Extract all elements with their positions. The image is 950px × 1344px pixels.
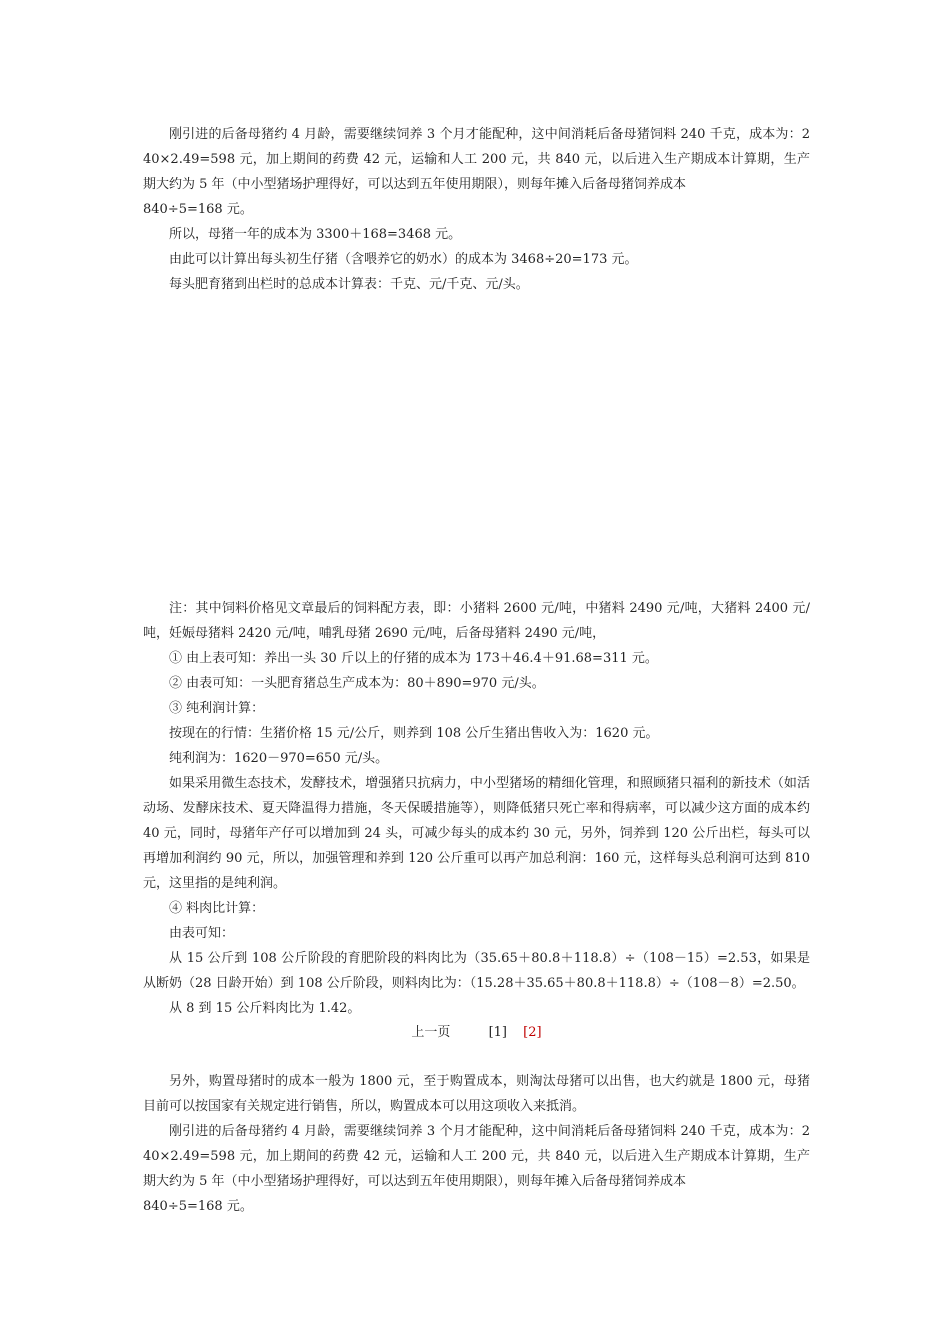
section-purchase-cost: [143, 1069, 810, 1219]
page-2-link[interactable]: [2]: [523, 1025, 542, 1040]
paragraph-gilt-cost: 刚引进的后备母猪约 4 月龄，需要继续饲养 3 个月才能配种，这中间消耗后备母猪饲料 240 千克，成本为：240×2.49=598 元，加上期间的药费 42 元，运输和人工 200 元，共 840 元，以后进入生产期成本计算期，生产期大约为 5 年（中小型猪场护理得好，可以达到五年使用期限），则每年摊入后备母猪饲养成本: [143, 127, 810, 192]
paragraph-gilt-cost-result: 840÷5=168 元。: [143, 202, 253, 217]
paragraph-point-2: ② 由表可知：一头肥育猪总生产成本为：80＋890=970 元/头。: [169, 676, 545, 691]
paragraph-point-1: ① 由上表可知：养出一头 30 斤以上的仔猪的成本为 173＋46.4＋91.68=311 元。: [169, 651, 658, 666]
prev-page-link[interactable]: 上一页: [411, 1025, 451, 1040]
paragraph-point-3: ③ 纯利润计算：: [169, 701, 265, 716]
page-1-link[interactable]: [1]: [488, 1025, 507, 1040]
paragraph-purchase-cost: 另外，购置母猪时的成本一般为 1800 元，至于购置成本，则淘汰母猪可以出售，也大约就是 1800 元，母猪目前可以按国家有关规定进行销售，所以，购置成本可以用这项收入来抵消。: [143, 1074, 810, 1114]
paragraph-gilt-cost-repeat: 刚引进的后备母猪约 4 月龄，需要继续饲养 3 个月才能配种，这中间消耗后备母猪饲料 240 千克，成本为：240×2.49=598 元，加上期间的药费 42 元，运输和人工 200 元，共 840 元，以后进入生产期成本计算期，生产期大约为 5 年（中小型猪场护理得好，可以达到五年使用期限），则每年摊入后备母猪饲养成本: [143, 1124, 810, 1189]
paragraph-feed-meat-ratio: 从 15 公斤到 108 公斤阶段的育肥阶段的料肉比为（35.65＋80.8＋118.8）÷（108－15）=2.53，如果是从断奶（28 日龄开始）到 108 公斤阶段，则料肉比为：（15.28＋35.65＋80.8＋118.8）÷（108－8）=2.50。: [143, 951, 810, 991]
paragraph-ratio-8-15: 从 8 到 15 公斤料肉比为 1.42。: [169, 1001, 361, 1016]
paragraph-from-table: 由表可知：: [169, 926, 235, 941]
pagination: [143, 1020, 810, 1045]
section-sow-cost: [143, 122, 810, 297]
paragraph-net-profit: 纯利润为：1620－970=650 元/头。: [169, 751, 389, 766]
paragraph-point-4: ④ 料肉比计算：: [169, 901, 265, 916]
paragraph-sow-annual-cost: 所以，母猪一年的成本为 3300＋168=3468 元。: [169, 227, 462, 242]
paragraph-piglet-cost: 由此可以计算出每头初生仔猪（含喂养它的奶水）的成本为 3468÷20=173 元。: [169, 252, 638, 267]
paragraph-new-technology: 如果采用微生态技术，发酵技术，增强猪只抗病力，中小型猪场的精细化管理，和照顾猪只福利的新技术（如活动场、发酵床技术、夏天降温得力措施，冬天保暖措施等），则降低猪只死亡率和得病率，可以减少这方面的成本约 40 元，同时，母猪年产仔可以增加到 24 头，可减少每头的成本约 30 元，另外，饲养到 120 公斤出栏，每头可以再增加利润约 90 元，所以，加强管理和养到 120 公斤重可以再产加总利润：160 元，这样每头总利润可达到 810 元，这里指的是纯利润。: [143, 776, 810, 891]
section-profit-analysis: [143, 596, 810, 1021]
paragraph-market-price: 按现在的行情：生猪价格 15 元/公斤，则养到 108 公斤生猪出售收入为：1620 元。: [169, 726, 659, 741]
paragraph-gilt-cost-result-repeat: 840÷5=168 元。: [143, 1199, 253, 1214]
paragraph-feed-price-note: 注：其中饲料价格见文章最后的饲料配方表，即：小猪料 2600 元/吨，中猪料 2490 元/吨，大猪料 2400 元/吨，妊娠母猪料 2420 元/吨，哺乳母猪 2690 元/吨，后备母猪料 2490 元/吨，: [143, 601, 810, 641]
paragraph-table-caption: 每头肥育猪到出栏时的总成本计算表：千克、元/千克、元/头。: [169, 277, 529, 292]
